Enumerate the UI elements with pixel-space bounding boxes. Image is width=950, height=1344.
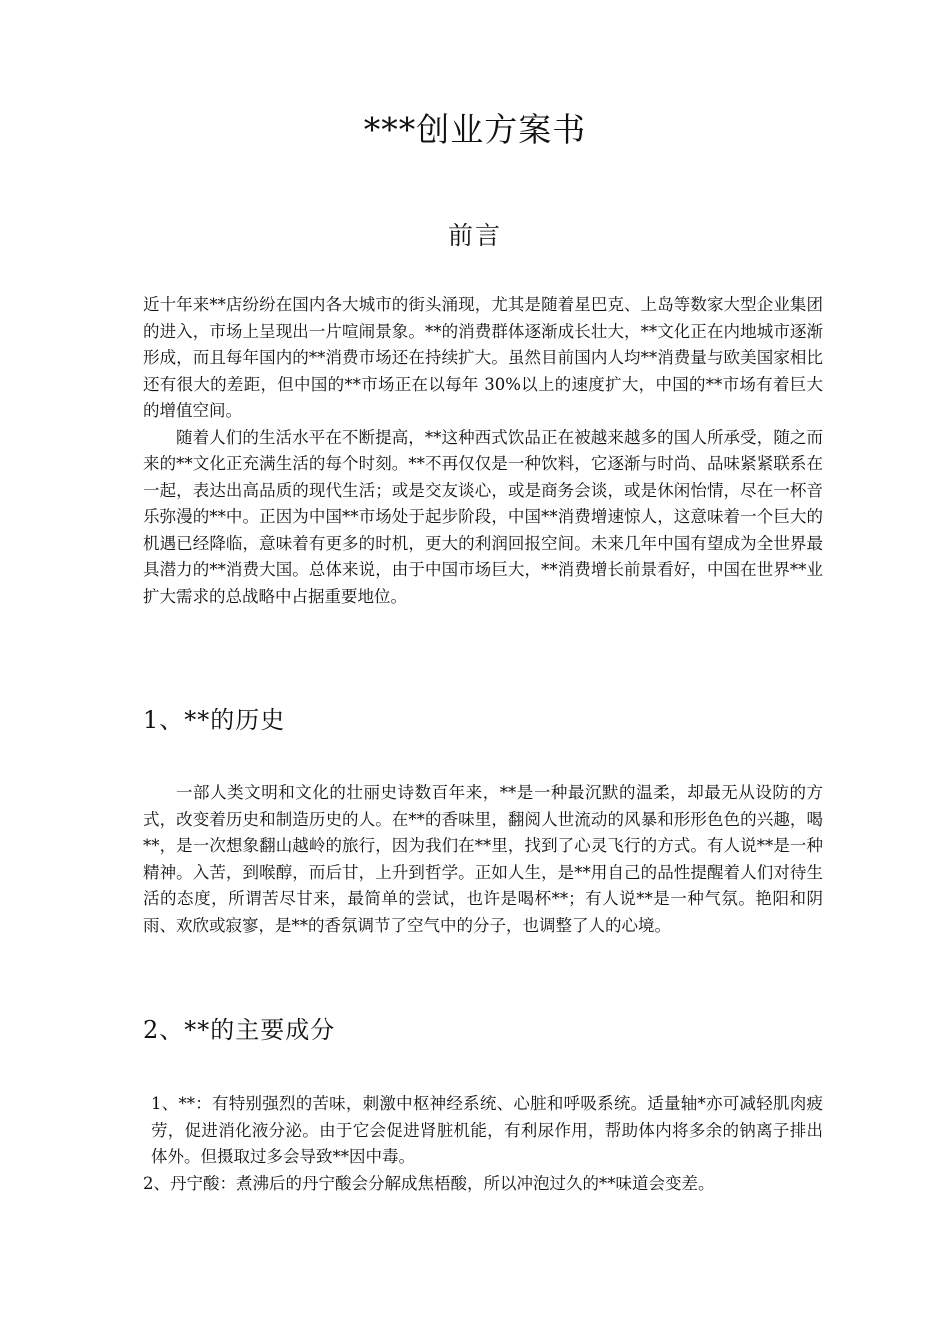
component-item-2: 2、丹宁酸：煮沸后的丹宁酸会分解成焦梧酸，所以冲泡过久的**味道会变差。 [143,1173,715,1193]
component-item-1: 1、**：有特别强烈的苦味，刺激中枢神经系统、心脏和呼吸系统。适量轴*亦可减轻肌肉疲劳，促进消化液分泌。由于它会促进肾脏机能，有利尿作用，帮助体内将多余的钠离子排出体外。但摄取过多会导致**因中毒。 [151,1094,823,1166]
section-heading-history: 1、**的历史 [143,706,286,734]
document-title: ***创业方案书 [363,110,587,149]
section-body-history [143,780,823,939]
history-paragraph-1: 一部人类文明和文化的壮丽史诗数百年来，**是一种最沉默的温柔，却最无从设防的方式，改变着历史和制造历史的人。在**的香味里，翻阅人世流动的风暴和形形色色的兴趣，喝**，是一次想象翻山越岭的旅行，因为我们在**里，找到了心灵飞行的方式。有人说**是一种精神。入苦，到喉醇，而后甘，上升到哲学。正如人生，是**用自己的品性提醒着人们对待生活的态度，所谓苦尽甘来，最简单的尝试，也许是喝杯**；有人说**是一种气氛。艳阳和阴雨、欢欣或寂寥，是**的香氛调节了空气中的分子，也调整了人的心境。 [143,783,823,935]
preface-paragraph-1: 近十年来**店纷纷在国内各大城市的街头涌现，尤其是随着星巴克、上岛等数家大型企业集团的进入，市场上呈现出一片喧闹景象。**的消费群体逐渐成长壮大，**文化正在内地城市逐渐形成，而且每年国内的**消费市场还在持续扩大。虽然目前国内人均**消费量与欧美国家相比还有很大的差距，但中国的**市场正在以每年 30%以上的速度扩大，中国的**市场有着巨大的增值空间。 [143,295,823,420]
section-body-components [143,1091,823,1197]
preface-heading: 前言 [447,221,502,250]
preface-paragraph-2: 随着人们的生活水平在不断提高，**这种西式饮品正在被越来越多的国人所承受，随之而来的**文化正充满生活的每个时刻。**不再仅仅是一种饮料，它逐渐与时尚、品味紧紧联系在一起，表达出高品质的现代生活；或是交友谈心，或是商务会谈，或是休闲怡情，尽在一杯音乐弥漫的**中。正因为中国**市场处于起步阶段，中国**消费增速惊人，这意味着一个巨大的机遇已经降临，意味着有更多的时机，更大的利润回报空间。未来几年中国有望成为全世界最具潜力的**消费大国。总体来说，由于中国市场巨大，**消费增长前景看好，中国在世界**业扩大需求的总战略中占据重要地位。 [143,427,823,606]
section-heading-components: 2、**的主要成分 [143,1016,336,1044]
preface-body [143,292,823,610]
